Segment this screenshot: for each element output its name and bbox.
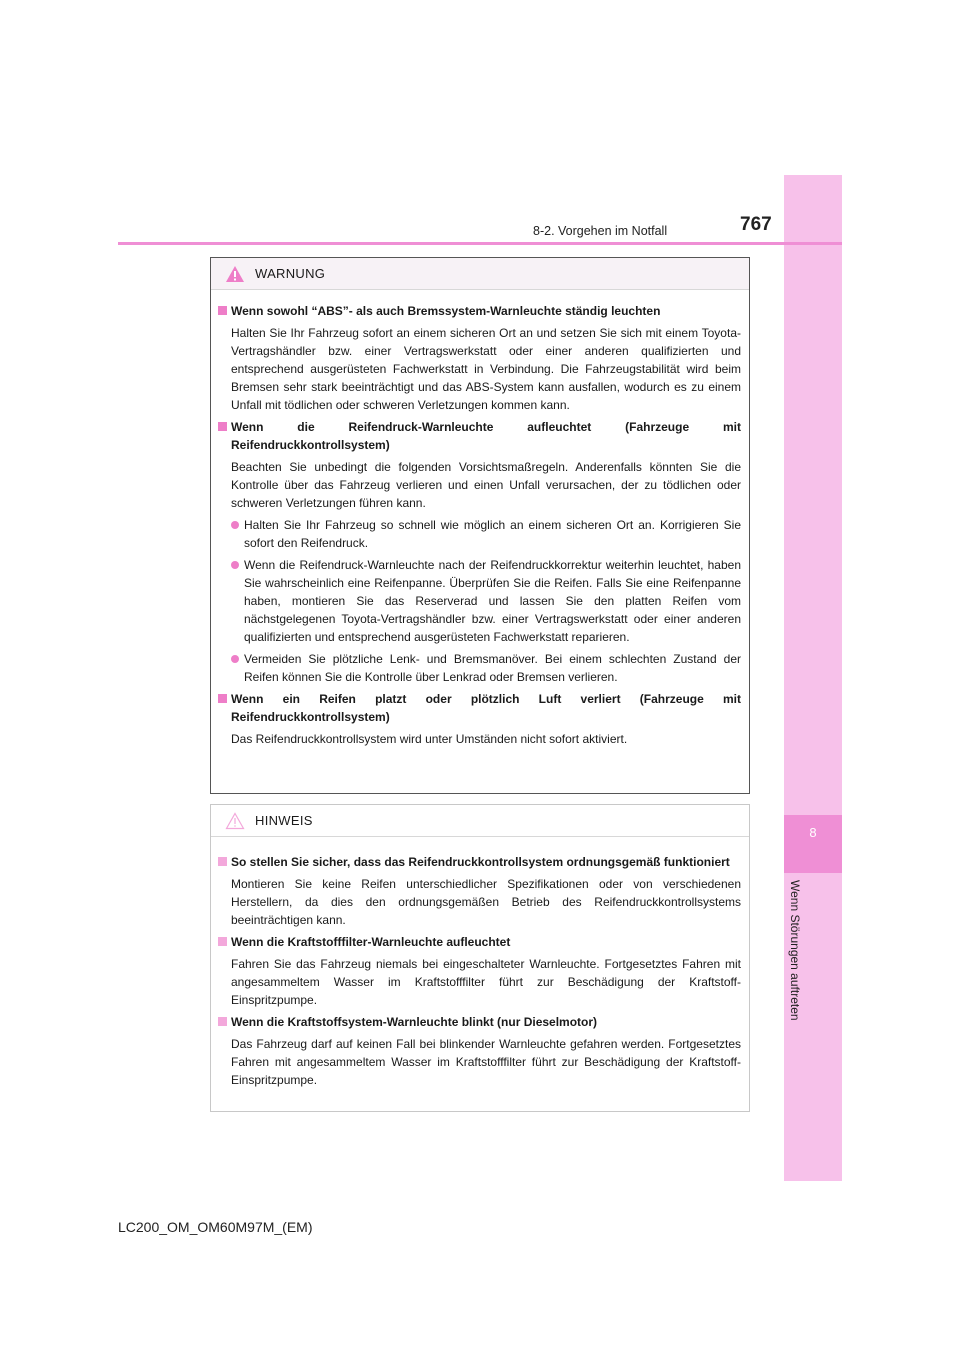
square-bullet-icon: [218, 937, 227, 946]
section-label: 8-2. Vorgehen im Notfall: [533, 224, 668, 238]
chapter-number: 8: [809, 825, 817, 840]
item-heading: Wenn sowohl “ABS”- als auch Bremssystem-Warnleuchte ständig leuchten: [231, 304, 661, 318]
notice-box: [210, 804, 750, 1112]
circle-bullet-icon: [231, 521, 239, 529]
notice-item: [218, 853, 741, 929]
square-bullet-icon: [218, 1017, 227, 1026]
item-text: Fahren Sie das Fahrzeug niemals bei eingeschalteter Warnleuchte. Fortgesetztes Fahren mit angesammeltem Wasser im Kraftstofffilter führt zur Beschädigung der Kraftstoff-Einspritzpumpe.: [231, 957, 741, 1007]
square-bullet-icon: [218, 306, 227, 315]
caution-triangle-icon: [225, 812, 245, 830]
bullet-text: Wenn die Reifendruck-Warnleuchte nach der Reifendruckkorrektur weiterhin leuchtet, haben Sie wahrscheinlich eine Reifenpanne. Überprüfen Sie die Reifen. Falls Sie eine Reifenpanne haben, montieren Sie das Reserverad und lassen Sie den platten Reifen vom nächstgelegenen Toyota-Vertragshändler bzw. einer Vertragswerkstatt oder einer anderen qualifizierten und entsprechend ausgerüsteten Fachwerkstatt reparieren.: [244, 558, 741, 644]
bullet-text: Vermeiden Sie plötzliche Lenk- und Bremsmanöver. Bei einem schlechten Zustand der Reifen können Sie die Kontrolle über Lenkrad oder Bremsen verlieren.: [244, 652, 741, 684]
item-text: Montieren Sie keine Reifen unterschiedlicher Spezifikationen oder von verschiedenen Herstellern, da dies den ordnungsgemäßen Betrieb des Reifendruckkontrollsystems beeinträchtigen kann.: [231, 877, 741, 927]
warning-header: [211, 258, 749, 290]
page-number: 767: [740, 214, 772, 235]
warning-title: WARNUNG: [255, 266, 326, 281]
header-divider: [118, 242, 842, 245]
notice-body: [211, 837, 749, 1089]
warning-item: [218, 302, 741, 414]
notice-title: HINWEIS: [255, 813, 313, 828]
list-item: [218, 516, 741, 552]
item-heading: So stellen Sie sicher, dass das Reifendruckkontrollsystem ordnungsgemäß funktioniert: [231, 855, 730, 869]
square-bullet-icon: [218, 422, 227, 431]
square-bullet-icon: [218, 857, 227, 866]
item-heading: Wenn die Kraftstofffilter-Warnleuchte aufleuchtet: [231, 935, 511, 949]
item-heading: Wenn ein Reifen platzt oder plötzlich Luft verliert (Fahrzeuge mit Reifendruckkontrollsystem): [231, 692, 741, 724]
item-heading: Wenn die Kraftstoffsystem-Warnleuchte blinkt (nur Dieselmotor): [231, 1015, 598, 1029]
warning-item: [218, 690, 741, 748]
notice-item: [218, 1013, 741, 1089]
chapter-title: Wenn Störungen auftreten: [788, 880, 802, 1021]
item-text: Halten Sie Ihr Fahrzeug sofort an einem sicheren Ort an und setzen Sie sich mit einem Toyota-Vertragshändler bzw. einer Vertragswerkstatt oder einer anderen qualifizierten und entsprechend ausgerüsteten Fachwerkstatt in Verbindung. Die Fahrzeugstabilität wird beim Bremsen sehr stark beeinträchtigt und das ABS-System kann ausfallen, wodurch es zu einem Unfall mit tödlichen oder schweren Verletzungen kommen kann.: [231, 326, 741, 412]
item-heading: Wenn die Reifendruck-Warnleuchte aufleuchtet (Fahrzeuge mit Reifendruckkontrollsystem): [231, 420, 741, 452]
warning-item: [218, 418, 741, 686]
notice-item: [218, 933, 741, 1009]
item-text: Das Reifendruckkontrollsystem wird unter Umständen nicht sofort aktiviert.: [231, 732, 628, 746]
warning-box: [210, 257, 750, 794]
circle-bullet-icon: [231, 655, 239, 663]
chapter-tab-active[interactable]: [784, 815, 842, 873]
list-item: [218, 556, 741, 646]
warning-body: [211, 290, 749, 748]
bullet-text: Halten Sie Ihr Fahrzeug so schnell wie möglich an einem sicheren Ort an. Korrigieren Sie sofort den Reifendruck.: [244, 518, 741, 550]
circle-bullet-icon: [231, 561, 239, 569]
warning-triangle-icon: [225, 265, 245, 283]
manual-code: LC200_OM_OM60M97M_(EM): [118, 1219, 313, 1235]
notice-header: [211, 805, 749, 837]
square-bullet-icon: [218, 694, 227, 703]
item-text: Das Fahrzeug darf auf keinen Fall bei blinkender Warnleuchte gefahren werden. Fortgesetztes Fahren mit angesammeltem Wasser im Kraftstofffilter führt zur Beschädigung der Kraftstoff-Einspritzpumpe.: [231, 1037, 741, 1087]
list-item: [218, 650, 741, 686]
item-text: Beachten Sie unbedingt die folgenden Vorsichtsmaßregeln. Anderenfalls könnten Sie die Kontrolle über das Fahrzeug verlieren und einen Unfall verursachen, der zu tödlichen oder schweren Verletzungen führen kann.: [231, 460, 741, 510]
